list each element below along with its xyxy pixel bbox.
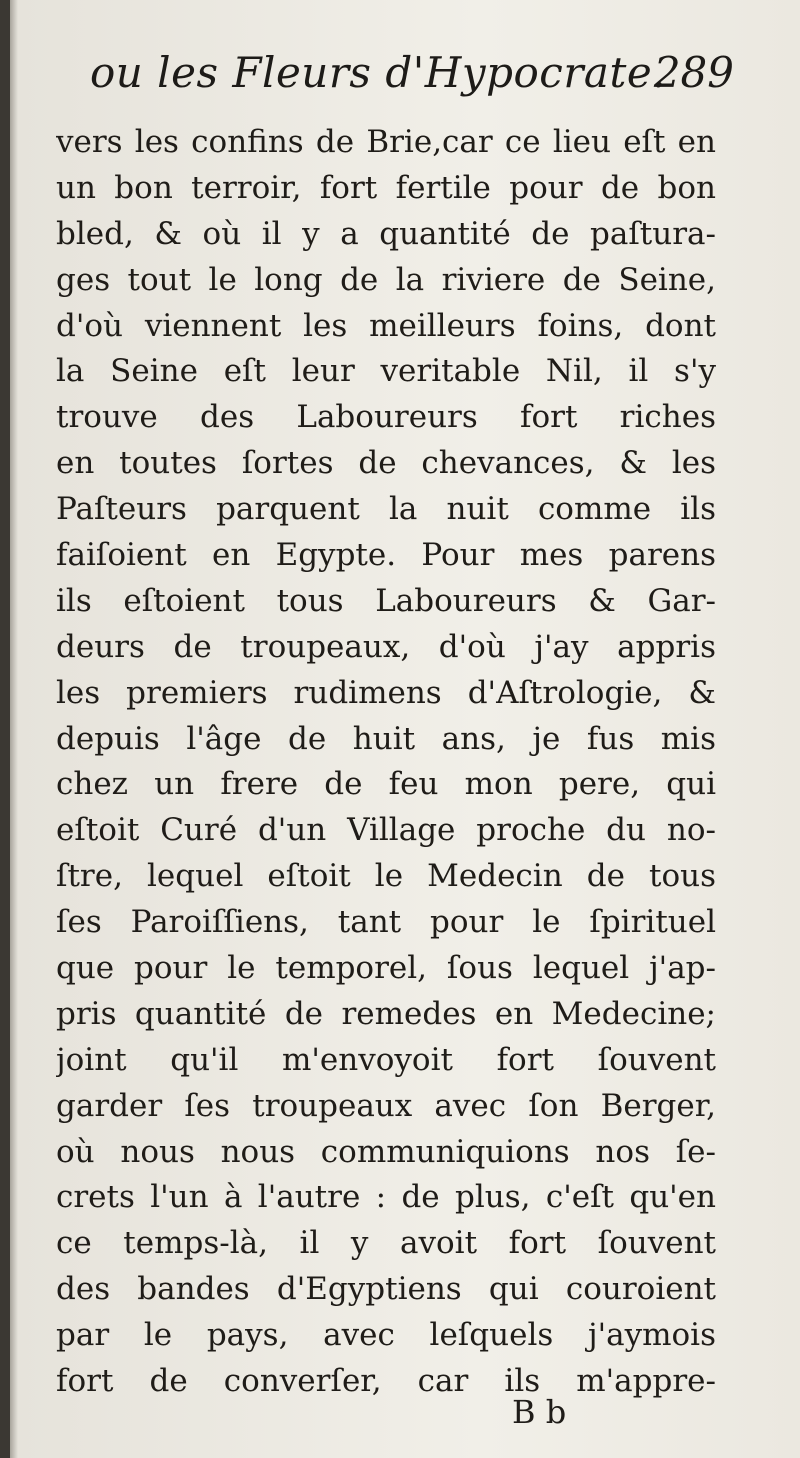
text-line: garder ſes troupeaux avec ſon Berger, <box>56 1087 716 1124</box>
text-line: pris quantité de remedes en Medecine; <box>56 995 716 1032</box>
text-line: les premiers rudimens d'Aſtrologie, & <box>56 674 716 711</box>
text-line: des bandes d'Egyptiens qui couroient <box>56 1271 716 1308</box>
text-line: vers les confins de Brie,car ce lieu eſt en <box>56 124 716 160</box>
page-number: 289 <box>653 48 734 97</box>
text-line: Paſteurs parquent la nuit comme ils <box>56 491 716 528</box>
text-line: ce temps-là, il y avoit fort ſouvent <box>56 1225 716 1262</box>
text-line: chez un frere de feu mon pere, qui <box>56 766 716 803</box>
text-line: par le pays, avec leſquels j'aymois <box>56 1317 716 1354</box>
text-line: où nous nous communiquions nos ſe- <box>56 1133 716 1170</box>
text-line: la Seine eſt leur veritable Nil, il s'y <box>56 353 716 390</box>
text-line: eſtoit Curé d'un Village proche du no- <box>56 812 716 849</box>
text-line: que pour le temporel, ſous lequel j'ap- <box>56 950 716 987</box>
text-line: un bon terroir, fort fertile pour de bon <box>56 169 716 206</box>
book-spine-shadow <box>0 0 10 1458</box>
signature-mark: B b <box>512 1393 567 1431</box>
text-line: deurs de troupeaux, d'où j'ay appris <box>56 628 716 665</box>
text-line: faiſoient en Egypte. Pour mes parens <box>56 537 716 574</box>
text-line: en toutes ſortes de chevances, & les <box>56 445 716 482</box>
text-line: ſes Paroiſſiens, tant pour le ſpirituel <box>56 904 716 941</box>
page-header <box>84 48 734 110</box>
text-line: trouve des Laboureurs fort riches <box>56 399 716 436</box>
running-head: ou les Fleurs d'Hypocrate. <box>90 48 667 97</box>
text-line: fort de converſer, car ils m'appre- <box>56 1363 716 1400</box>
text-line: ges tout le long de la riviere de Seine, <box>56 261 716 298</box>
text-line: ſtre, lequel eſtoit le Medecin de tous <box>56 858 716 895</box>
text-line: bled, & où il y a quantité de paſtura- <box>56 215 716 252</box>
text-line: joint qu'il m'envoyoit fort ſouvent <box>56 1041 716 1078</box>
text-line: ils eſtoient tous Laboureurs & Gar- <box>56 582 716 619</box>
text-line: d'où viennent les meilleurs foins, dont <box>56 307 716 344</box>
body-text <box>56 120 716 1405</box>
text-line: crets l'un à l'autre : de plus, c'eſt qu'en <box>56 1179 716 1216</box>
text-line: depuis l'âge de huit ans, je fus mis <box>56 720 716 757</box>
